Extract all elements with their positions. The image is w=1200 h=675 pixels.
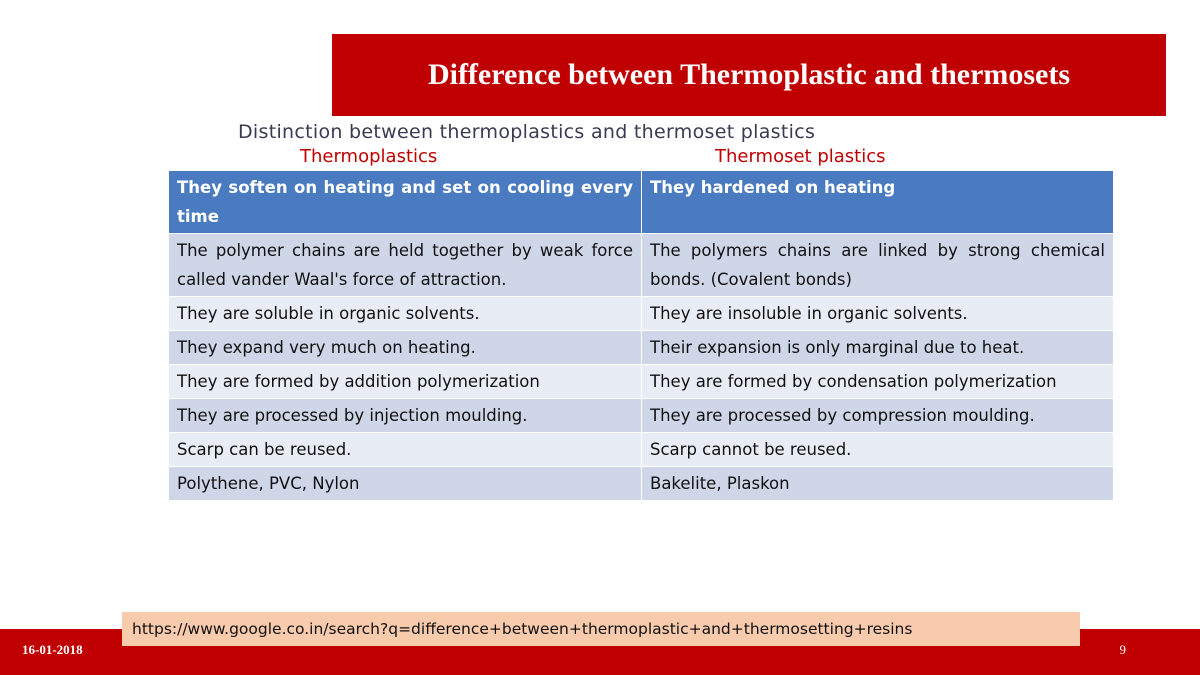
table-cell-thermoset: They are formed by condensation polymerization — [642, 365, 1114, 399]
table-cell-thermoplastic: They expand very much on heating. — [169, 331, 642, 365]
table-cell-thermoset: They hardened on heating — [642, 171, 1114, 234]
table-row — [169, 297, 1114, 331]
table-cell-thermoset: The polymers chains are linked by strong chemical bonds. (Covalent bonds) — [642, 234, 1114, 297]
table-cell-thermoset: Scarp cannot be reused. — [642, 433, 1114, 467]
table-cell-thermoplastic: They are soluble in organic solvents. — [169, 297, 642, 331]
table-cell-thermoplastic: They are formed by addition polymerization — [169, 365, 642, 399]
footer-date: 16-01-2018 — [22, 642, 83, 657]
table-caption: Distinction between thermoplastics and thermoset plastics — [238, 121, 816, 143]
table-cell-thermoset: They are processed by compression moulding. — [642, 399, 1114, 433]
table-cell-thermoplastic: The polymer chains are held together by weak force called vander Waal's force of attraction. — [169, 234, 642, 297]
table-row — [169, 399, 1114, 433]
table-row — [169, 365, 1114, 399]
table-cell-thermoset: Their expansion is only marginal due to heat. — [642, 331, 1114, 365]
page-number: 9 — [1119, 642, 1126, 657]
source-link[interactable]: https://www.google.co.in/search?q=difference+between+thermoplastic+and+thermosetting+resins — [122, 612, 1080, 646]
table-cell-thermoplastic: They are processed by injection moulding. — [169, 399, 642, 433]
table-row — [169, 331, 1114, 365]
table-cell-thermoset: They are insoluble in organic solvents. — [642, 297, 1114, 331]
table-row — [169, 171, 1114, 234]
table-cell-thermoplastic: They soften on heating and set on cooling every time — [169, 171, 642, 234]
table-row — [169, 467, 1114, 501]
table-cell-thermoplastic: Scarp can be reused. — [169, 433, 642, 467]
table-cell-thermoplastic: Polythene, PVC, Nylon — [169, 467, 642, 501]
comparison-table — [168, 170, 1114, 501]
slide-title: Difference between Thermoplastic and thermosets — [332, 34, 1166, 116]
table-cell-thermoset: Bakelite, Plaskon — [642, 467, 1114, 501]
column-header-thermoplastics: Thermoplastics — [300, 146, 438, 167]
table-row — [169, 234, 1114, 297]
table-row — [169, 433, 1114, 467]
column-header-thermoset: Thermoset plastics — [715, 146, 886, 167]
